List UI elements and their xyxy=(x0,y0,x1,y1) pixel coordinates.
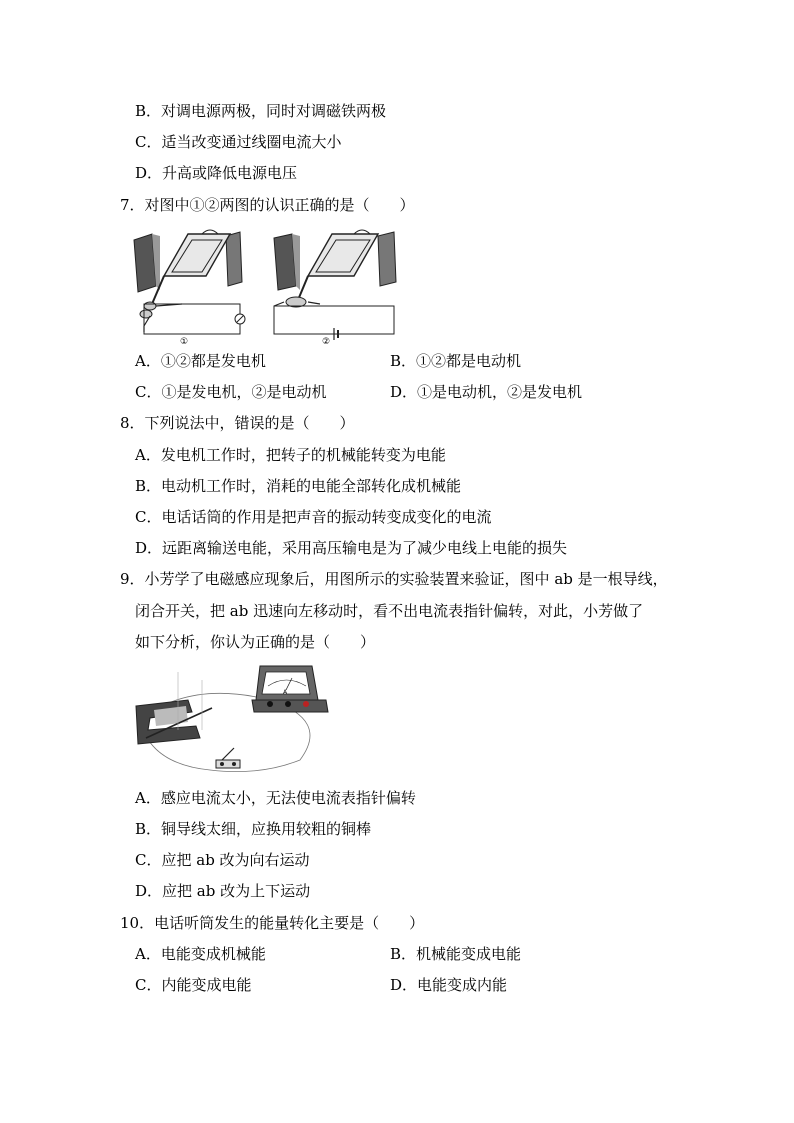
ammeter-icon xyxy=(252,666,328,712)
q7-option-d: D．①是电动机，②是发电机 xyxy=(390,383,583,401)
q9-stem-line-1: 9．小芳学了电磁感应现象后，用图所示的实验装置来验证，图中 ab 是一根导线， xyxy=(120,570,668,588)
q6-option-d: D．升高或降低电源电压 xyxy=(135,164,298,182)
q7-option-b: B．①②都是电动机 xyxy=(390,352,522,370)
q9-option-a: A．感应电流太小，无法使电流表指针偏转 xyxy=(135,789,416,807)
switch-icon xyxy=(216,748,240,768)
q9-stem-line-3: 如下分析，你认为正确的是（ ） xyxy=(135,633,376,651)
q9-option-b: B．铜导线太细，应换用较粗的铜棒 xyxy=(135,820,372,838)
figure-2-label: ② xyxy=(322,337,331,347)
q8-option-c: C．电话话筒的作用是把声音的振动转变成变化的电流 xyxy=(135,508,492,526)
q6-option-b: B．对调电源两极，同时对调磁铁两极 xyxy=(135,102,387,120)
q7-figure-generator-motor xyxy=(130,226,410,348)
q7-option-c: C．①是发电机，②是电动机 xyxy=(135,383,327,401)
figure-1-label: ① xyxy=(180,337,189,347)
q9-induction-apparatus-figure xyxy=(130,660,340,776)
q8-option-d: D．远距离输送电能，采用高压输电是为了减少电线上电能的损失 xyxy=(135,539,568,557)
q7-stem: 7．对图中①②两图的认识正确的是（ ） xyxy=(120,196,415,214)
q10-option-d: D．电能变成内能 xyxy=(390,976,508,994)
q6-option-c: C．适当改变通过线圈电流大小 xyxy=(135,133,342,151)
q10-option-a: A．电能变成机械能 xyxy=(135,945,266,963)
figure-2-motor-diagram xyxy=(274,230,396,347)
q10-option-c: C．内能变成电能 xyxy=(135,976,252,994)
ammeter-label: A xyxy=(283,689,288,696)
q7-option-a: A．①②都是发电机 xyxy=(135,352,266,370)
q10-stem: 10．电话听筒发生的能量转化主要是（ ） xyxy=(120,914,425,932)
q8-stem: 8．下列说法中，错误的是（ ） xyxy=(120,414,355,432)
q9-option-d: D．应把 ab 改为上下运动 xyxy=(135,882,311,900)
figure-1-generator-diagram xyxy=(134,230,245,347)
q9-stem-line-2: 闭合开关，把 ab 迅速向左移动时，看不出电流表指针偏转，对此，小芳做了 xyxy=(135,602,644,620)
q9-option-c: C．应把 ab 改为向右运动 xyxy=(135,851,310,869)
q10-option-b: B．机械能变成电能 xyxy=(390,945,522,963)
q8-option-a: A．发电机工作时，把转子的机械能转变为电能 xyxy=(135,446,446,464)
q8-option-b: B．电动机工作时，消耗的电能全部转化成机械能 xyxy=(135,477,462,495)
